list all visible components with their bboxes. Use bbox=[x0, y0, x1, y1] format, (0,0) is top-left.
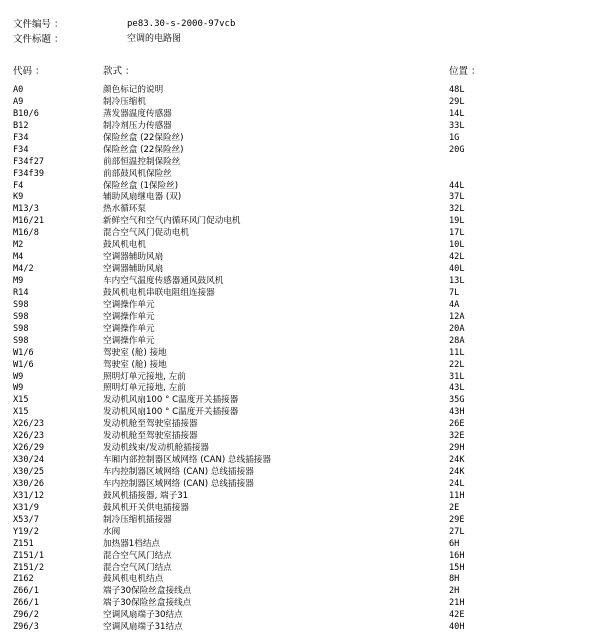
row-description: 混合空气风门结点 bbox=[103, 550, 172, 561]
row-description: 空调器辅助风扇 bbox=[103, 252, 164, 263]
row-code: W9 bbox=[13, 371, 24, 382]
row-position: 35G bbox=[449, 395, 465, 406]
column-header-code: 代码 ： bbox=[13, 66, 45, 77]
table-row bbox=[0, 109, 605, 121]
table-row bbox=[0, 216, 605, 228]
table-row bbox=[0, 586, 605, 598]
row-code: M2 bbox=[13, 240, 24, 251]
table-row bbox=[0, 455, 605, 467]
row-position: 20A bbox=[449, 323, 465, 334]
row-code: K9 bbox=[13, 192, 24, 203]
row-description: 保险丝盒 (22保险丝) bbox=[103, 144, 184, 155]
column-header-description: 款式 ： bbox=[103, 66, 135, 77]
row-position: 1G bbox=[449, 132, 460, 143]
table-row bbox=[0, 97, 605, 109]
table-row bbox=[0, 479, 605, 491]
table-row bbox=[0, 622, 605, 634]
row-position: 14L bbox=[449, 108, 465, 119]
row-description: 发动机风扇100 ° C温度开关插接器 bbox=[103, 407, 239, 418]
row-description: 保险丝盒 (1保险丝) bbox=[103, 180, 179, 191]
row-description: 鼓风机电机结点 bbox=[103, 574, 164, 585]
table-row bbox=[0, 383, 605, 395]
table-row bbox=[0, 431, 605, 443]
table-row bbox=[0, 252, 605, 264]
row-position: 2E bbox=[449, 502, 460, 513]
table-row bbox=[0, 527, 605, 539]
row-description: 空调操作单元 bbox=[103, 335, 155, 346]
row-description: 空调操作单元 bbox=[103, 323, 155, 334]
row-code: Z96/3 bbox=[13, 622, 39, 633]
table-row bbox=[0, 443, 605, 455]
row-position: 11H bbox=[449, 490, 465, 501]
row-code: Z151 bbox=[13, 538, 34, 549]
row-code: A0 bbox=[13, 85, 24, 95]
row-position: 17L bbox=[449, 228, 465, 239]
row-position: 48L bbox=[449, 85, 465, 95]
row-code: Z162 bbox=[13, 574, 34, 585]
row-code: M9 bbox=[13, 276, 24, 286]
row-code: M13/3 bbox=[13, 204, 39, 215]
row-description: 混合空气风门结点 bbox=[103, 562, 172, 573]
table-row bbox=[0, 491, 605, 503]
table-row bbox=[0, 563, 605, 575]
row-description: 空调器辅助风扇 bbox=[103, 264, 164, 275]
row-code: F34f27 bbox=[13, 156, 45, 167]
row-position: 19L bbox=[449, 216, 465, 227]
row-code: F4 bbox=[13, 180, 24, 191]
row-code: F34f39 bbox=[13, 168, 45, 179]
row-code: F34 bbox=[13, 144, 29, 155]
row-position: 6H bbox=[449, 538, 460, 549]
row-position: 40H bbox=[449, 622, 465, 633]
row-code: S98 bbox=[13, 335, 29, 346]
row-code: B10/6 bbox=[13, 108, 39, 119]
row-description: 车内控制器区域网络 (CAN) 总线插接器 bbox=[103, 467, 254, 477]
table-row bbox=[0, 240, 605, 252]
row-position: 21H bbox=[449, 598, 465, 609]
table-row bbox=[0, 264, 605, 276]
row-code: S98 bbox=[13, 323, 29, 334]
row-position: 43L bbox=[449, 383, 465, 394]
row-position: 2H bbox=[449, 586, 460, 597]
row-description: 空调风扇端子30结点 bbox=[103, 610, 183, 621]
row-position: 44L bbox=[449, 180, 465, 191]
file-number-label: 文件编号 ： bbox=[13, 19, 64, 30]
table-row bbox=[0, 467, 605, 479]
table-row bbox=[0, 169, 605, 181]
table-row bbox=[0, 574, 605, 586]
row-description: 加热器1档结点 bbox=[103, 538, 161, 549]
table-row bbox=[0, 133, 605, 145]
row-description: 颜色标记的说明 bbox=[103, 85, 164, 95]
row-description: 发动机舱至驾驶室插接器 bbox=[103, 431, 198, 442]
row-code: X30/24 bbox=[13, 455, 45, 466]
row-code: Z66/1 bbox=[13, 586, 39, 597]
row-code: W1/6 bbox=[13, 347, 34, 358]
file-title-label: 文件标题 ： bbox=[13, 34, 64, 45]
row-code: Z66/1 bbox=[13, 598, 39, 609]
row-position: 24K bbox=[449, 467, 465, 477]
row-position: 16H bbox=[449, 550, 465, 561]
row-code: A9 bbox=[13, 96, 24, 107]
table-row bbox=[0, 181, 605, 193]
row-code: B12 bbox=[13, 120, 29, 131]
row-position: 22L bbox=[449, 359, 465, 370]
row-position: 24K bbox=[449, 455, 465, 466]
row-code: Z151/1 bbox=[13, 550, 45, 561]
table-row bbox=[0, 539, 605, 551]
row-description: 新鲜空气和空气内循环风门促动电机 bbox=[103, 216, 241, 227]
row-position: 43H bbox=[449, 407, 465, 418]
row-description: 鼓风机开关供电插接器 bbox=[103, 502, 189, 513]
row-code: X30/26 bbox=[13, 478, 45, 489]
row-position: 8H bbox=[449, 574, 460, 585]
row-position: 13L bbox=[449, 276, 465, 286]
row-description: 发动机风扇100 ° C温度开关插接器 bbox=[103, 395, 239, 406]
row-position: 11L bbox=[449, 347, 465, 358]
row-code: X15 bbox=[13, 407, 29, 418]
row-code: Z151/2 bbox=[13, 562, 45, 573]
table-row bbox=[0, 300, 605, 312]
table-row bbox=[0, 395, 605, 407]
row-description: 发动机舱至驾驶室插接器 bbox=[103, 419, 198, 430]
file-title-value: 空调的电路图 bbox=[127, 34, 182, 44]
table-row bbox=[0, 348, 605, 360]
row-description: 照明灯单元接地, 左前 bbox=[103, 371, 186, 382]
row-code: X53/7 bbox=[13, 514, 39, 525]
row-code: F34 bbox=[13, 132, 29, 143]
row-code: W9 bbox=[13, 383, 24, 394]
row-description: 辅助风扇继电器 (双) bbox=[103, 192, 182, 203]
row-code: X26/23 bbox=[13, 431, 45, 442]
row-description: 发动机线束/发动机舱插接器 bbox=[103, 443, 210, 454]
table-row bbox=[0, 145, 605, 157]
row-code: M16/21 bbox=[13, 216, 45, 227]
table-row bbox=[0, 121, 605, 133]
row-description: 端子30保险丝盒接线点 bbox=[103, 586, 192, 597]
row-description: 蒸发器温度传感器 bbox=[103, 108, 172, 119]
row-position: 42E bbox=[449, 610, 465, 621]
row-position: 29L bbox=[449, 96, 465, 107]
row-description: 鼓风机电机串联电阻组连接器 bbox=[103, 287, 215, 298]
row-code: X30/25 bbox=[13, 467, 45, 477]
row-description: 前部恒温控制保险丝 bbox=[103, 156, 181, 167]
row-description: 水阀 bbox=[103, 526, 121, 537]
table-row bbox=[0, 598, 605, 610]
table-row bbox=[0, 372, 605, 384]
row-position: 37L bbox=[449, 192, 465, 203]
row-description: 保险丝盒 (22保险丝) bbox=[103, 132, 184, 143]
table-row bbox=[0, 324, 605, 336]
row-position: 26E bbox=[449, 419, 465, 430]
row-position: 15H bbox=[449, 562, 465, 573]
row-code: X31/12 bbox=[13, 490, 45, 501]
table-row bbox=[0, 192, 605, 204]
row-position: 29E bbox=[449, 514, 465, 525]
table-row bbox=[0, 85, 605, 97]
table-row bbox=[0, 288, 605, 300]
row-position: 7L bbox=[449, 287, 460, 298]
row-position: 27L bbox=[449, 526, 465, 537]
row-code: Y19/2 bbox=[13, 526, 39, 537]
row-position: 28A bbox=[449, 335, 465, 346]
row-code: X26/29 bbox=[13, 443, 45, 454]
row-description: 混合空气风门促动电机 bbox=[103, 228, 189, 239]
table-row bbox=[0, 336, 605, 348]
row-position: 40L bbox=[449, 264, 465, 275]
row-position: 12A bbox=[449, 311, 465, 322]
table-row bbox=[0, 312, 605, 324]
row-code: X15 bbox=[13, 395, 29, 406]
row-position: 24L bbox=[449, 478, 465, 489]
table-row bbox=[0, 276, 605, 288]
row-description: 制冷压缩机插接器 bbox=[103, 514, 172, 525]
table-row bbox=[0, 360, 605, 372]
row-description: 驾驶室 (舱) 接地 bbox=[103, 359, 167, 370]
table-row bbox=[0, 551, 605, 563]
row-code: Z96/2 bbox=[13, 610, 39, 621]
row-description: 鼓风机插接器, 端子31 bbox=[103, 490, 189, 501]
row-description: 空调操作单元 bbox=[103, 311, 155, 322]
row-description: 空调风扇端子31结点 bbox=[103, 622, 183, 633]
table-row bbox=[0, 503, 605, 515]
row-position: 32L bbox=[449, 204, 465, 215]
row-description: 热水循环泵 bbox=[103, 204, 146, 215]
row-code: M4/2 bbox=[13, 264, 34, 275]
row-description: 车厢内部控制器区域网络 (CAN) 总线插接器 bbox=[103, 455, 271, 466]
row-position: 33L bbox=[449, 120, 465, 131]
row-description: 制冷压缩机 bbox=[103, 96, 146, 107]
table-row bbox=[0, 515, 605, 527]
row-description: 端子30保险丝盒接线点 bbox=[103, 598, 192, 609]
row-position: 20G bbox=[449, 144, 465, 155]
row-description: 前部鼓风机保险丝 bbox=[103, 168, 172, 179]
row-position: 31L bbox=[449, 371, 465, 382]
row-description: 空调操作单元 bbox=[103, 299, 155, 310]
row-code: R14 bbox=[13, 287, 29, 298]
row-position: 4A bbox=[449, 299, 460, 310]
row-code: X26/23 bbox=[13, 419, 45, 430]
table-row bbox=[0, 407, 605, 419]
row-position: 10L bbox=[449, 240, 465, 251]
row-position: 32E bbox=[449, 431, 465, 442]
row-code: S98 bbox=[13, 311, 29, 322]
row-description: 制冷剂压力传感器 bbox=[103, 120, 172, 131]
table-row bbox=[0, 204, 605, 216]
table-row bbox=[0, 419, 605, 431]
file-number-value: pe83.30-s-2000-97vcb bbox=[127, 19, 236, 29]
table-row bbox=[0, 610, 605, 622]
row-code: X31/9 bbox=[13, 502, 39, 513]
row-description: 照明灯单元接地, 左前 bbox=[103, 383, 186, 394]
table-row bbox=[0, 157, 605, 169]
row-code: M4 bbox=[13, 252, 24, 263]
component-list bbox=[0, 85, 605, 634]
row-description: 车内控制器区域网络 (CAN) 总线插接器 bbox=[103, 478, 254, 489]
row-position: 42L bbox=[449, 252, 465, 263]
row-position: 29H bbox=[449, 443, 465, 454]
row-description: 鼓风机电机 bbox=[103, 240, 146, 251]
row-code: M16/8 bbox=[13, 228, 39, 239]
row-description: 驾驶室 (舱) 接地 bbox=[103, 347, 167, 358]
column-header-position: 位置 ： bbox=[449, 66, 481, 77]
table-row bbox=[0, 228, 605, 240]
row-description: 车内空气温度传感器通风鼓风机 bbox=[103, 276, 224, 286]
row-code: S98 bbox=[13, 299, 29, 310]
row-code: W1/6 bbox=[13, 359, 34, 370]
